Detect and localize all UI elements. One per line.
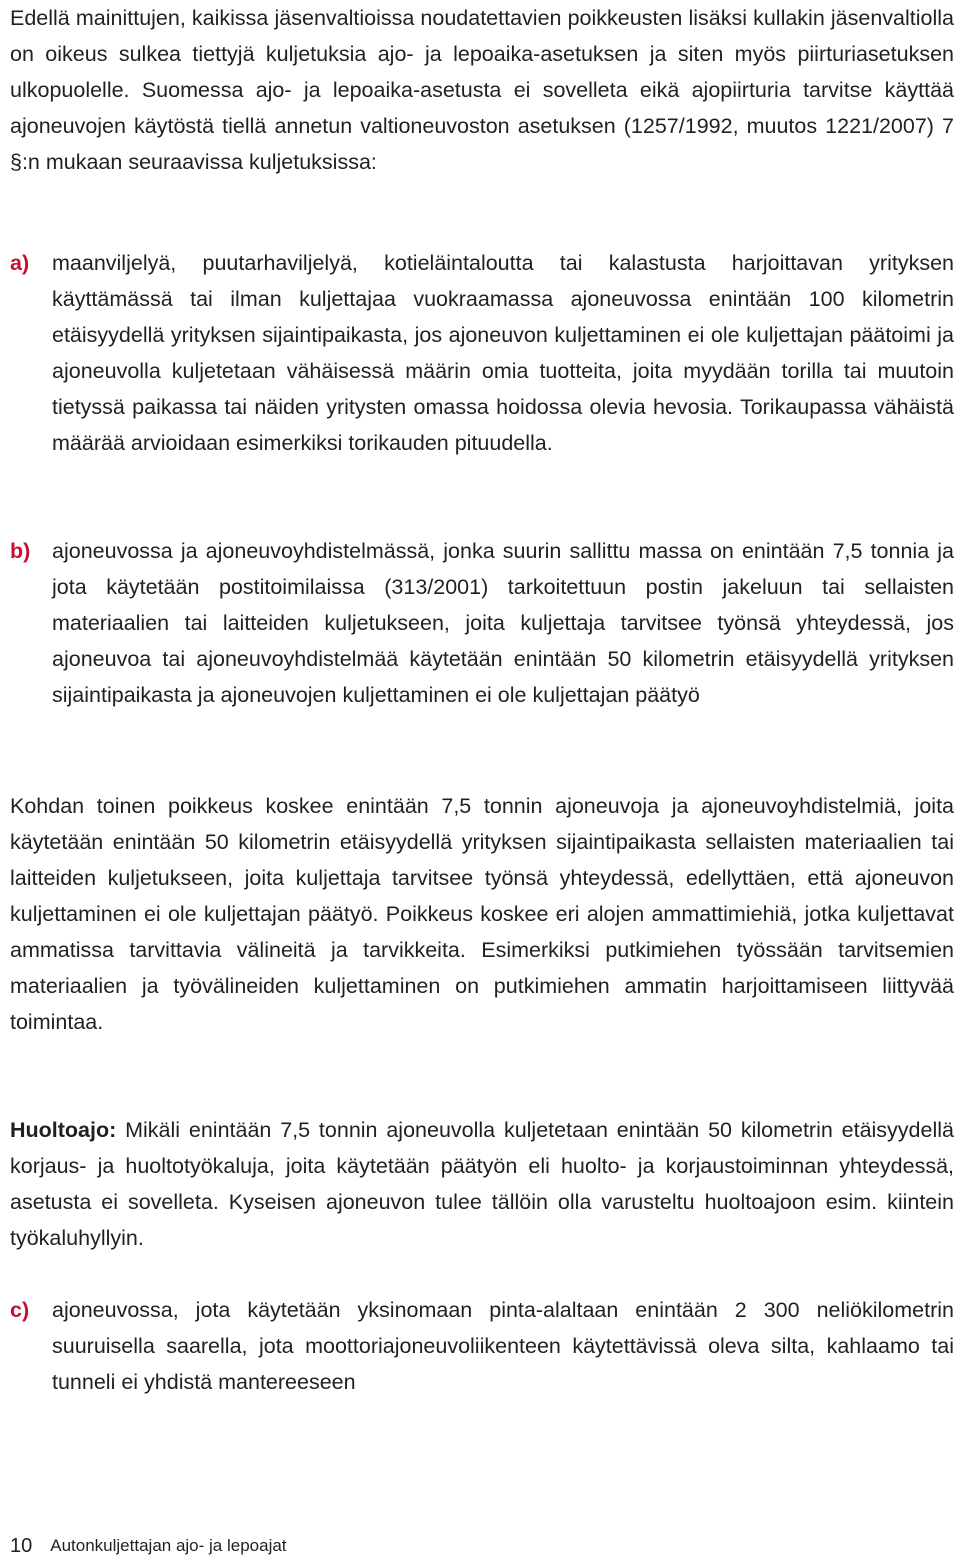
list-item-c xyxy=(10,1292,954,1400)
list-item-a-text: maanviljelyä, puutarhaviljelyä, kotieläintaloutta tai kalastusta harjoittavan yrityksen käyttämässä tai ilman kuljettajaa vuokraamassa ajoneuvossa enintään 100 kilometrin etäisyydellä yrityksen sijaintipaikasta, jos ajoneuvon kuljettaminen ei ole kuljettajan päätoimi ja ajoneuvolla kuljetetaan vähäisessä määrin omia tuotteita, joita myydään torilla tai muutoin tietyssä paikassa tai näiden yritysten omassa hoidossa olevia hevosia. Torikaupassa vähäistä määrää arvioidaan esimerkiksi torikauden pituudella. xyxy=(52,251,954,455)
publication-title: Autonkuljettajan ajo- ja lepoajat xyxy=(50,1536,287,1555)
list-item-b xyxy=(10,533,954,713)
huoltoajo-heading: Huoltoajo: xyxy=(10,1118,117,1142)
list-item-a xyxy=(10,245,954,461)
huoltoajo-text: Mikäli enintään 7,5 tonnin ajoneuvolla kuljetetaan enintään 50 kilometrin etäisyydellä korjaus- ja huoltotyökaluja, joita käytetään päätyön eli huolto- ja korjaustoiminnan yhteydessä, asetusta ei sovelleta. Kyseisen ajoneuvon tulee tällöin olla varusteltu huoltoajoon esim. kiintein työkaluhyllyin. xyxy=(10,1118,954,1250)
list-marker-c: c) xyxy=(10,1298,30,1322)
list-marker-a: a) xyxy=(10,251,30,275)
kohdan-paragraph: Kohdan toinen poikkeus koskee enintään 7,5 tonnin ajoneuvoja ja ajoneuvoyhdistelmiä, joita käytetään enintään 50 kilometrin etäisyydellä yrityksen sijaintipaikasta sellaisten materiaalien tai laitteiden kuljetukseen, joita kuljettaja tarvitsee työnsä yhteydessä, edellyttäen, että ajoneuvon kuljettaminen ei ole kuljettajan päätyö. Poikkeus koskee eri alojen ammattimiehiä, jotka kuljettavat ammatissa tarvittavia välineitä ja tarvikkeita. Esimerkiksi putkimiehen työssään tarvitsemien materiaalien ja työvälineiden kuljettaminen on putkimiehen ammatin harjoittamiseen liittyvää toimintaa. xyxy=(10,794,954,1034)
list-marker-b: b) xyxy=(10,539,31,563)
list-item-c-text: ajoneuvossa, jota käytetään yksinomaan pinta-alaltaan enintään 2 300 neliökilometrin suuruisella saarella, jota moottoriajoneuvoliikenteen käytettävissä oleva silta, kahlaamo tai tunneli ei yhdistä mantereeseen xyxy=(52,1298,954,1394)
list-item-b-text: ajoneuvossa ja ajoneuvoyhdistelmässä, jonka suurin sallittu massa on enintään 7,5 tonnia ja jota käytetään postitoimilaissa (313/2001) tarkoitettuun postin jakeluun tai sellaisten materiaalien tai laitteiden kuljetukseen, joita kuljettaja tarvitsee työnsä yhteydessä, jos ajoneuvoa tai ajoneuvoyhdistelmää käytetään enintään 50 kilometrin etäisyydellä yrityksen sijaintipaikasta ja ajoneuvojen kuljettaminen ei ole kuljettajan päätyö xyxy=(52,539,954,707)
page-footer xyxy=(10,1532,287,1560)
huoltoajo-paragraph xyxy=(10,1112,954,1256)
page-number: 10 xyxy=(10,1534,33,1557)
intro-paragraph: Edellä mainittujen, kaikissa jäsenvaltioissa noudatettavien poikkeusten lisäksi kullakin jäsenvaltiolla on oikeus sulkea tiettyjä kuljetuksia ajo- ja lepoaika-asetuksen ja siten myös piirturiasetuksen ulkopuolelle. Suomessa ajo- ja lepoaika-asetusta ei sovelleta eikä ajopiirturia tarvitse käyttää ajoneuvojen käytöstä tiellä annetun valtioneuvoston asetuksen (1257/1992, muutos 1221/2007) 7 §:n mukaan seuraavissa kuljetuksissa: xyxy=(10,6,954,174)
